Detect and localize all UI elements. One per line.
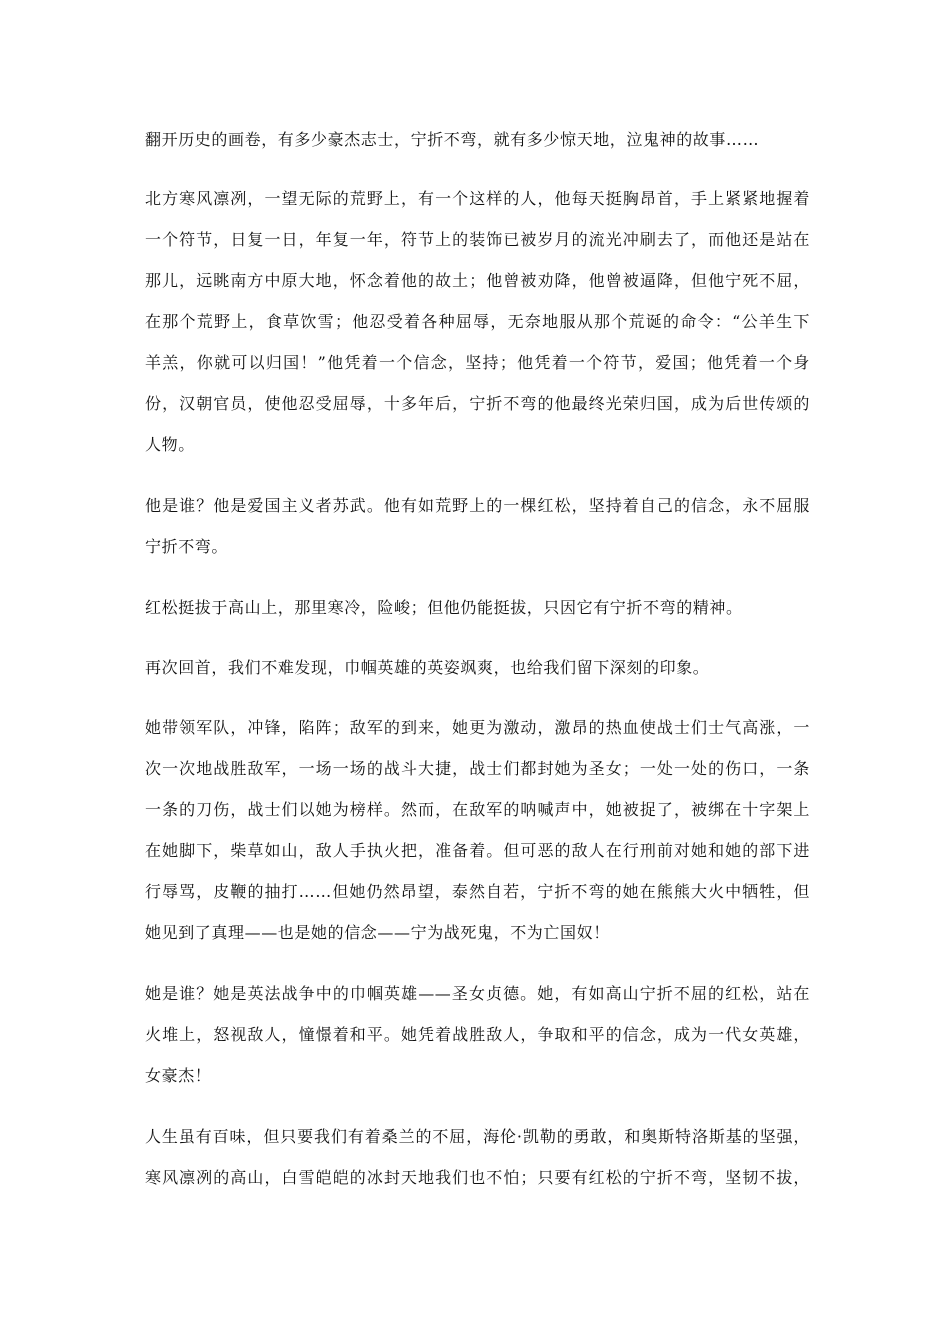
paragraph-8-line-1: 人生虽有百味，但只要我们有着桑兰的不屈，海伦·凯勒的勇敢，和奥斯特洛斯基的坚强， [145, 1127, 810, 1146]
paragraph-3-line-2: 宁折不弯。 [145, 537, 229, 556]
paragraph-7-line-2: 火堆上，怒视敌人，憧憬着和平。她凭着战胜敌人，争取和平的信念，成为一代女英雄， [145, 1025, 810, 1044]
paragraph-4-line-1: 红松挺拔于高山上，那里寒冷，险峻；但他仍能挺拔，只因它有宁折不弯的精神。 [145, 598, 743, 617]
paragraph-1-line-1: 翻开历史的画卷，有多少豪杰志士，宁折不弯，就有多少惊天地，泣鬼神的故事…… [145, 130, 760, 149]
paragraph-6-line-6: 她见到了真理——也是她的信念——宁为战死鬼，不为亡国奴！ [145, 923, 610, 942]
paragraph-2-line-4: 在那个荒野上，食草饮雪；他忍受着各种屈辱，无奈地服从那个荒诞的命令：“公羊生下 [145, 312, 810, 331]
paragraph-5-line-1: 再次回首，我们不难发现，巾帼英雄的英姿飒爽，也给我们留下深刻的印象。 [145, 658, 710, 677]
paragraph-3-line-1: 他是谁？他是爱国主义者苏武。他有如荒野上的一棵红松，坚持着自己的信念，永不屈服 [145, 496, 810, 515]
paragraph-7-line-3: 女豪杰！ [145, 1066, 212, 1085]
paragraph-2-line-1: 北方寒风凛冽，一望无际的荒野上，有一个这样的人，他每天挺胸昂首，手上紧紧地握着 [145, 189, 810, 208]
paragraph-7-line-1: 她是谁？她是英法战争中的巾帼英雄——圣女贞德。她，有如高山宁折不屈的红松，站在 [145, 984, 810, 1003]
paragraph-6-line-4: 在她脚下，柴草如山，敌人手执火把，准备着。但可恶的敌人在行刑前对她和她的部下进 [145, 841, 810, 860]
paragraph-2-line-5: 羊羔，你就可以归国！”他凭着一个信念，坚持；他凭着一个符节，爱国；他凭着一个身 [145, 353, 810, 372]
paragraph-6-line-5: 行辱骂，皮鞭的抽打……但她仍然昂望，泰然自若，宁折不弯的她在熊熊大火中牺牲，但 [145, 882, 810, 901]
paragraph-6-line-3: 一条的刀伤，战士们以她为榜样。然而，在敌军的呐喊声中，她被捉了，被绑在十字架上 [145, 800, 810, 819]
paragraph-6-line-1: 她带领军队，冲锋，陷阵；敌军的到来，她更为激动，激昂的热血使战士们士气高涨，一 [145, 718, 810, 737]
paragraph-2-line-3: 那儿，远眺南方中原大地，怀念着他的故土；他曾被劝降，他曾被逼降，但他宁死不屈， [145, 271, 810, 290]
paragraph-2-line-2: 一个符节，日复一日，年复一年，符节上的装饰已被岁月的流光冲刷去了，而他还是站在 [145, 230, 810, 249]
paragraph-2-line-6: 份，汉朝官员，使他忍受屈辱，十多年后，宁折不弯的他最终光荣归国，成为后世传颂的 [145, 394, 810, 413]
paragraph-8-line-2: 寒风凛冽的高山，白雪皑皑的冰封天地我们也不怕；只要有红松的宁折不弯，坚韧不拔， [145, 1168, 810, 1187]
paragraph-2-line-7: 人物。 [145, 435, 195, 454]
paragraph-6-line-2: 次一次地战胜敌军，一场一场的战斗大捷，战士们都封她为圣女；一处一处的伤口，一条 [145, 759, 810, 778]
